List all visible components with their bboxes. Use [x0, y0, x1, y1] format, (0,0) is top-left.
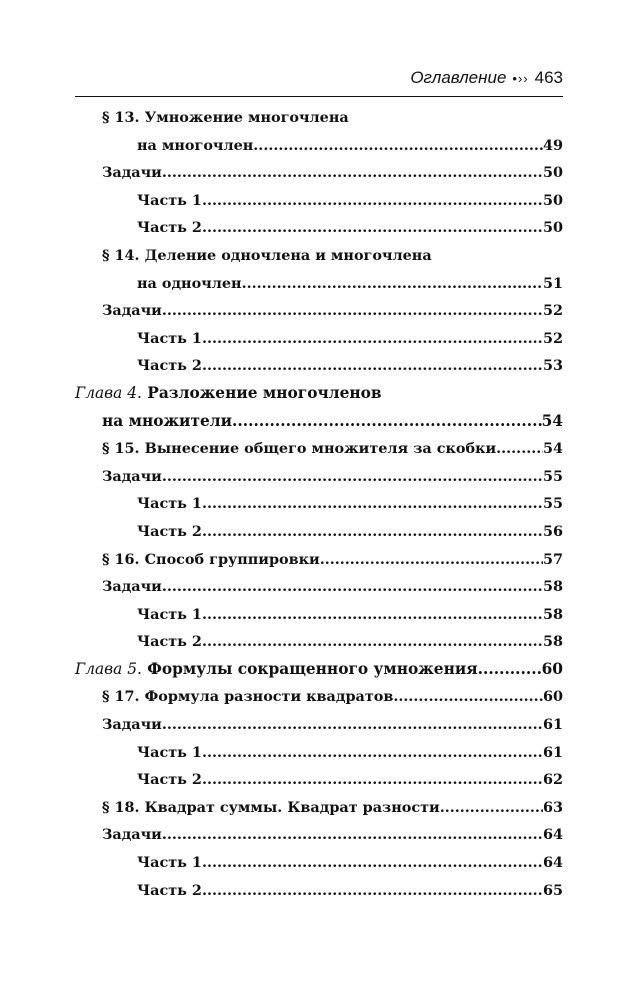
toc-entry-part-2: Часть 2 ..... 53 — [75, 352, 563, 380]
toc-page-number: 52 — [542, 302, 563, 320]
chapter-title: Формулы сокращенного умножения — [147, 659, 478, 678]
chapter-title-continued: на множители — [102, 411, 233, 430]
toc-page-number: 60 — [541, 659, 563, 678]
dot-leader — [162, 711, 543, 739]
toc-page-number: 64 — [542, 826, 563, 844]
dot-leader — [202, 518, 543, 546]
dot-leader — [202, 352, 543, 380]
toc-page-number: 56 — [542, 522, 563, 540]
toc-entry-part-2: Часть 2 ..... 65 — [75, 877, 563, 905]
toc-entry-part-1: Часть 1 ..... 61 — [75, 739, 563, 767]
toc-entry-chapter-4 — [75, 380, 563, 435]
toc-entry-section-17: § 17. Формула разности квадратов ..... 60 — [75, 683, 563, 711]
running-header — [75, 64, 563, 92]
toc-entry-title-continued: на многочлен — [137, 136, 254, 154]
dot-leader — [162, 821, 543, 849]
toc-entry-part-1: Часть 1 ..... 64 — [75, 849, 563, 877]
toc-entry-part-2: Часть 2 ..... 56 — [75, 518, 563, 546]
dot-leader — [162, 463, 543, 491]
toc-page-number: 54 — [541, 411, 563, 430]
dot-leader — [202, 849, 543, 877]
toc-page-number: 50 — [542, 219, 563, 237]
chapter-label: Глава 5. — [75, 659, 142, 678]
toc-page-number: 64 — [542, 854, 563, 872]
dot-leader — [478, 656, 542, 684]
page-number: 463 — [534, 68, 563, 87]
toc-page-number: 62 — [542, 771, 563, 789]
toc-page-number: 61 — [542, 743, 563, 761]
dot-leader — [202, 325, 543, 353]
toc-entry-part-2: Часть 2 ..... 50 — [75, 214, 563, 242]
chapter-title: Разложение многочленов — [147, 383, 382, 402]
dot-leader — [253, 132, 543, 160]
header-ornament: •›› — [512, 70, 529, 86]
toc-page-number: 58 — [542, 605, 563, 623]
toc-page-number: 58 — [542, 633, 563, 651]
dot-leader — [162, 159, 543, 187]
toc-page-number: 51 — [542, 274, 563, 292]
dot-leader — [202, 601, 543, 629]
toc-entry-part-1: Часть 1 ..... 55 — [75, 490, 563, 518]
toc-entry-section-15: § 15. Вынесение общего множителя за скобки ..... 54 — [75, 435, 563, 463]
dot-leader — [202, 766, 543, 794]
dot-leader — [440, 794, 543, 822]
dot-leader — [202, 739, 543, 767]
dot-leader — [496, 435, 543, 463]
toc-entry-title-continued: на одночлен — [137, 274, 242, 292]
toc-entry-part-1: Часть 1 ..... 52 — [75, 325, 563, 353]
toc-entry-section-18: § 18. Квадрат суммы. Квадрат разности ..... 63 — [75, 794, 563, 822]
toc-entry-tasks: Задачи ..... 61 — [75, 711, 563, 739]
toc-entry-section-14 — [75, 242, 563, 297]
toc-page-number: 50 — [542, 191, 563, 209]
toc-page-number: 55 — [542, 467, 563, 485]
dot-leader — [242, 270, 543, 298]
toc-page-number: 61 — [542, 716, 563, 734]
dot-leader — [202, 490, 543, 518]
toc-entry-part-2: Часть 2 ..... 62 — [75, 766, 563, 794]
toc-entry-tasks: Задачи ..... 52 — [75, 297, 563, 325]
toc-page-number: 49 — [542, 136, 563, 154]
toc-page-number: 52 — [542, 329, 563, 347]
toc-entry-tasks: Задачи ..... 55 — [75, 463, 563, 491]
toc-entry-tasks: Задачи ..... 58 — [75, 573, 563, 601]
dot-leader — [202, 628, 543, 656]
toc-page-number: 53 — [542, 357, 563, 375]
toc-page-number: 55 — [542, 495, 563, 513]
toc-entry-tasks: Задачи ..... 64 — [75, 821, 563, 849]
table-of-contents — [75, 104, 563, 904]
toc-entry-part-1: Часть 1 ..... 58 — [75, 601, 563, 629]
chapter-label: Глава 4. — [75, 383, 142, 402]
dot-leader — [202, 187, 543, 215]
dot-leader — [320, 546, 543, 574]
toc-entry-tasks: Задачи ..... 50 — [75, 159, 563, 187]
toc-page-number: 65 — [542, 881, 563, 899]
toc-page-number: 54 — [542, 440, 563, 458]
toc-entry-title: § 14. Деление одночлена и многочлена — [102, 246, 432, 264]
dot-leader — [393, 683, 543, 711]
dot-leader — [232, 408, 542, 436]
dot-leader — [162, 573, 543, 601]
dot-leader — [202, 214, 543, 242]
toc-entry-section-16: § 16. Способ группировки ..... 57 — [75, 546, 563, 574]
toc-entry-part-1: Часть 1 ..... 50 — [75, 187, 563, 215]
toc-page-number: 58 — [542, 578, 563, 596]
toc-page-number: 60 — [542, 688, 563, 706]
toc-page-number: 57 — [542, 550, 563, 568]
dot-leader — [162, 297, 543, 325]
toc-entry-part-2: Часть 2 ..... 58 — [75, 628, 563, 656]
toc-entry-section-13 — [75, 104, 563, 159]
toc-page-number: 63 — [542, 798, 563, 816]
toc-entry-title: § 13. Умножение многочлена — [102, 109, 349, 126]
header-rule — [75, 96, 563, 97]
toc-page-number: 50 — [542, 164, 563, 182]
header-title: Оглавление — [410, 68, 507, 87]
toc-entry-chapter-5 — [75, 656, 563, 684]
dot-leader — [202, 877, 543, 905]
